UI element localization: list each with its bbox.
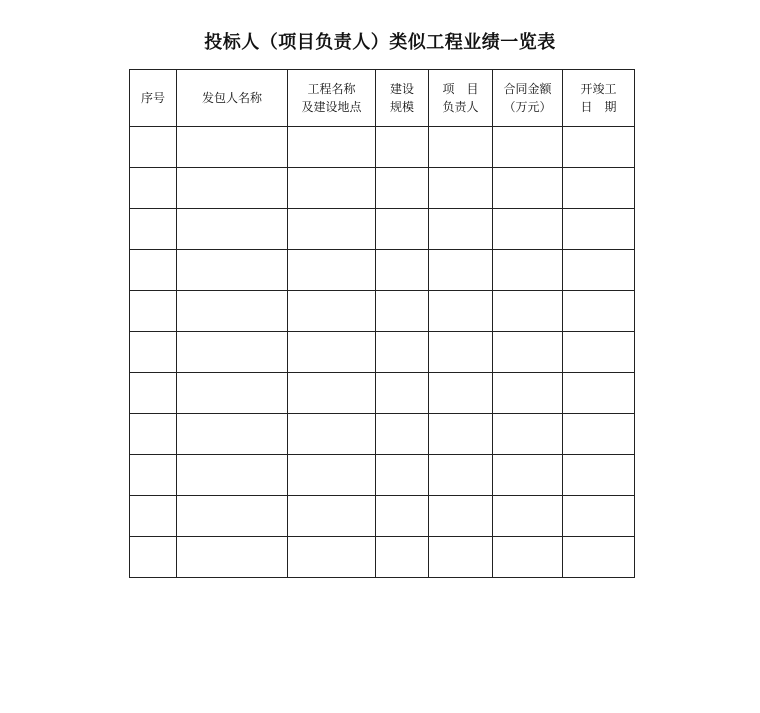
table-cell xyxy=(429,455,493,496)
table-row xyxy=(130,373,635,414)
table-cell xyxy=(493,291,563,332)
table-cell xyxy=(429,209,493,250)
table-cell xyxy=(493,496,563,537)
table-cell xyxy=(429,414,493,455)
table-cell xyxy=(563,250,635,291)
table-cell xyxy=(288,373,376,414)
table-row xyxy=(130,127,635,168)
table-cell xyxy=(429,250,493,291)
table-cell xyxy=(563,537,635,578)
page-title: 投标人（项目负责人）类似工程业绩一览表 xyxy=(204,32,556,53)
header-cell-client-name: 发包人名称 xyxy=(177,70,288,127)
table-cell xyxy=(177,250,288,291)
table-cell xyxy=(288,496,376,537)
header-row xyxy=(130,70,635,127)
table-cell xyxy=(376,537,429,578)
table-cell xyxy=(376,414,429,455)
table-cell xyxy=(130,496,177,537)
table-row xyxy=(130,250,635,291)
table-row xyxy=(130,414,635,455)
table-cell xyxy=(177,291,288,332)
table-cell xyxy=(376,373,429,414)
table-cell xyxy=(563,496,635,537)
table-cell xyxy=(288,537,376,578)
table-cell xyxy=(177,414,288,455)
table-row xyxy=(130,455,635,496)
table-cell xyxy=(130,537,177,578)
table-cell xyxy=(429,291,493,332)
table-row xyxy=(130,496,635,537)
table-cell xyxy=(376,168,429,209)
table-cell xyxy=(288,414,376,455)
table-cell xyxy=(376,332,429,373)
table-body xyxy=(130,127,635,578)
table-cell xyxy=(563,168,635,209)
table-row xyxy=(130,537,635,578)
table-cell xyxy=(493,414,563,455)
table-cell xyxy=(493,127,563,168)
table-cell xyxy=(429,332,493,373)
table-cell xyxy=(429,537,493,578)
table-cell xyxy=(563,291,635,332)
table-cell xyxy=(177,168,288,209)
table-cell xyxy=(429,373,493,414)
header-cell-project-name-location: 工程名称 及建设地点 xyxy=(288,70,376,127)
table-cell xyxy=(130,291,177,332)
table-cell xyxy=(429,127,493,168)
table-cell xyxy=(376,250,429,291)
table-cell xyxy=(130,332,177,373)
table-cell xyxy=(177,209,288,250)
header-cell-contract-amount: 合同金额 （万元） xyxy=(493,70,563,127)
table-cell xyxy=(288,291,376,332)
table-cell xyxy=(563,127,635,168)
table-row xyxy=(130,209,635,250)
table-cell xyxy=(493,537,563,578)
table-cell xyxy=(376,127,429,168)
table-cell xyxy=(177,455,288,496)
table-cell xyxy=(130,373,177,414)
table-cell xyxy=(288,332,376,373)
table-cell xyxy=(177,373,288,414)
table-cell xyxy=(563,209,635,250)
table-cell xyxy=(493,455,563,496)
table-cell xyxy=(493,332,563,373)
table-cell xyxy=(376,496,429,537)
table-cell xyxy=(288,250,376,291)
table-cell xyxy=(563,455,635,496)
table-cell xyxy=(429,168,493,209)
table-cell xyxy=(177,332,288,373)
table-cell xyxy=(288,209,376,250)
table-cell xyxy=(130,209,177,250)
performance-table xyxy=(129,69,635,578)
table-cell xyxy=(130,127,177,168)
table-row xyxy=(130,168,635,209)
table-cell xyxy=(130,414,177,455)
table-cell xyxy=(130,168,177,209)
header-cell-project-manager: 项 目 负责人 xyxy=(429,70,493,127)
table-cell xyxy=(376,455,429,496)
table-cell xyxy=(177,537,288,578)
table-cell xyxy=(130,455,177,496)
table-cell xyxy=(493,168,563,209)
table-row xyxy=(130,291,635,332)
table-row xyxy=(130,332,635,373)
table-cell xyxy=(563,373,635,414)
table-cell xyxy=(493,373,563,414)
table-cell xyxy=(376,291,429,332)
table-cell xyxy=(177,496,288,537)
table-cell xyxy=(376,209,429,250)
table-cell xyxy=(130,250,177,291)
table-cell xyxy=(493,250,563,291)
table-cell xyxy=(177,127,288,168)
header-cell-start-completion-date: 开竣工 日 期 xyxy=(563,70,635,127)
header-cell-construction-scale: 建设 规模 xyxy=(376,70,429,127)
table-cell xyxy=(429,496,493,537)
table-cell xyxy=(493,209,563,250)
table-cell xyxy=(288,168,376,209)
table-cell xyxy=(563,332,635,373)
header-cell-serial-number: 序号 xyxy=(130,70,177,127)
table-cell xyxy=(288,455,376,496)
table-cell xyxy=(563,414,635,455)
table-cell xyxy=(288,127,376,168)
